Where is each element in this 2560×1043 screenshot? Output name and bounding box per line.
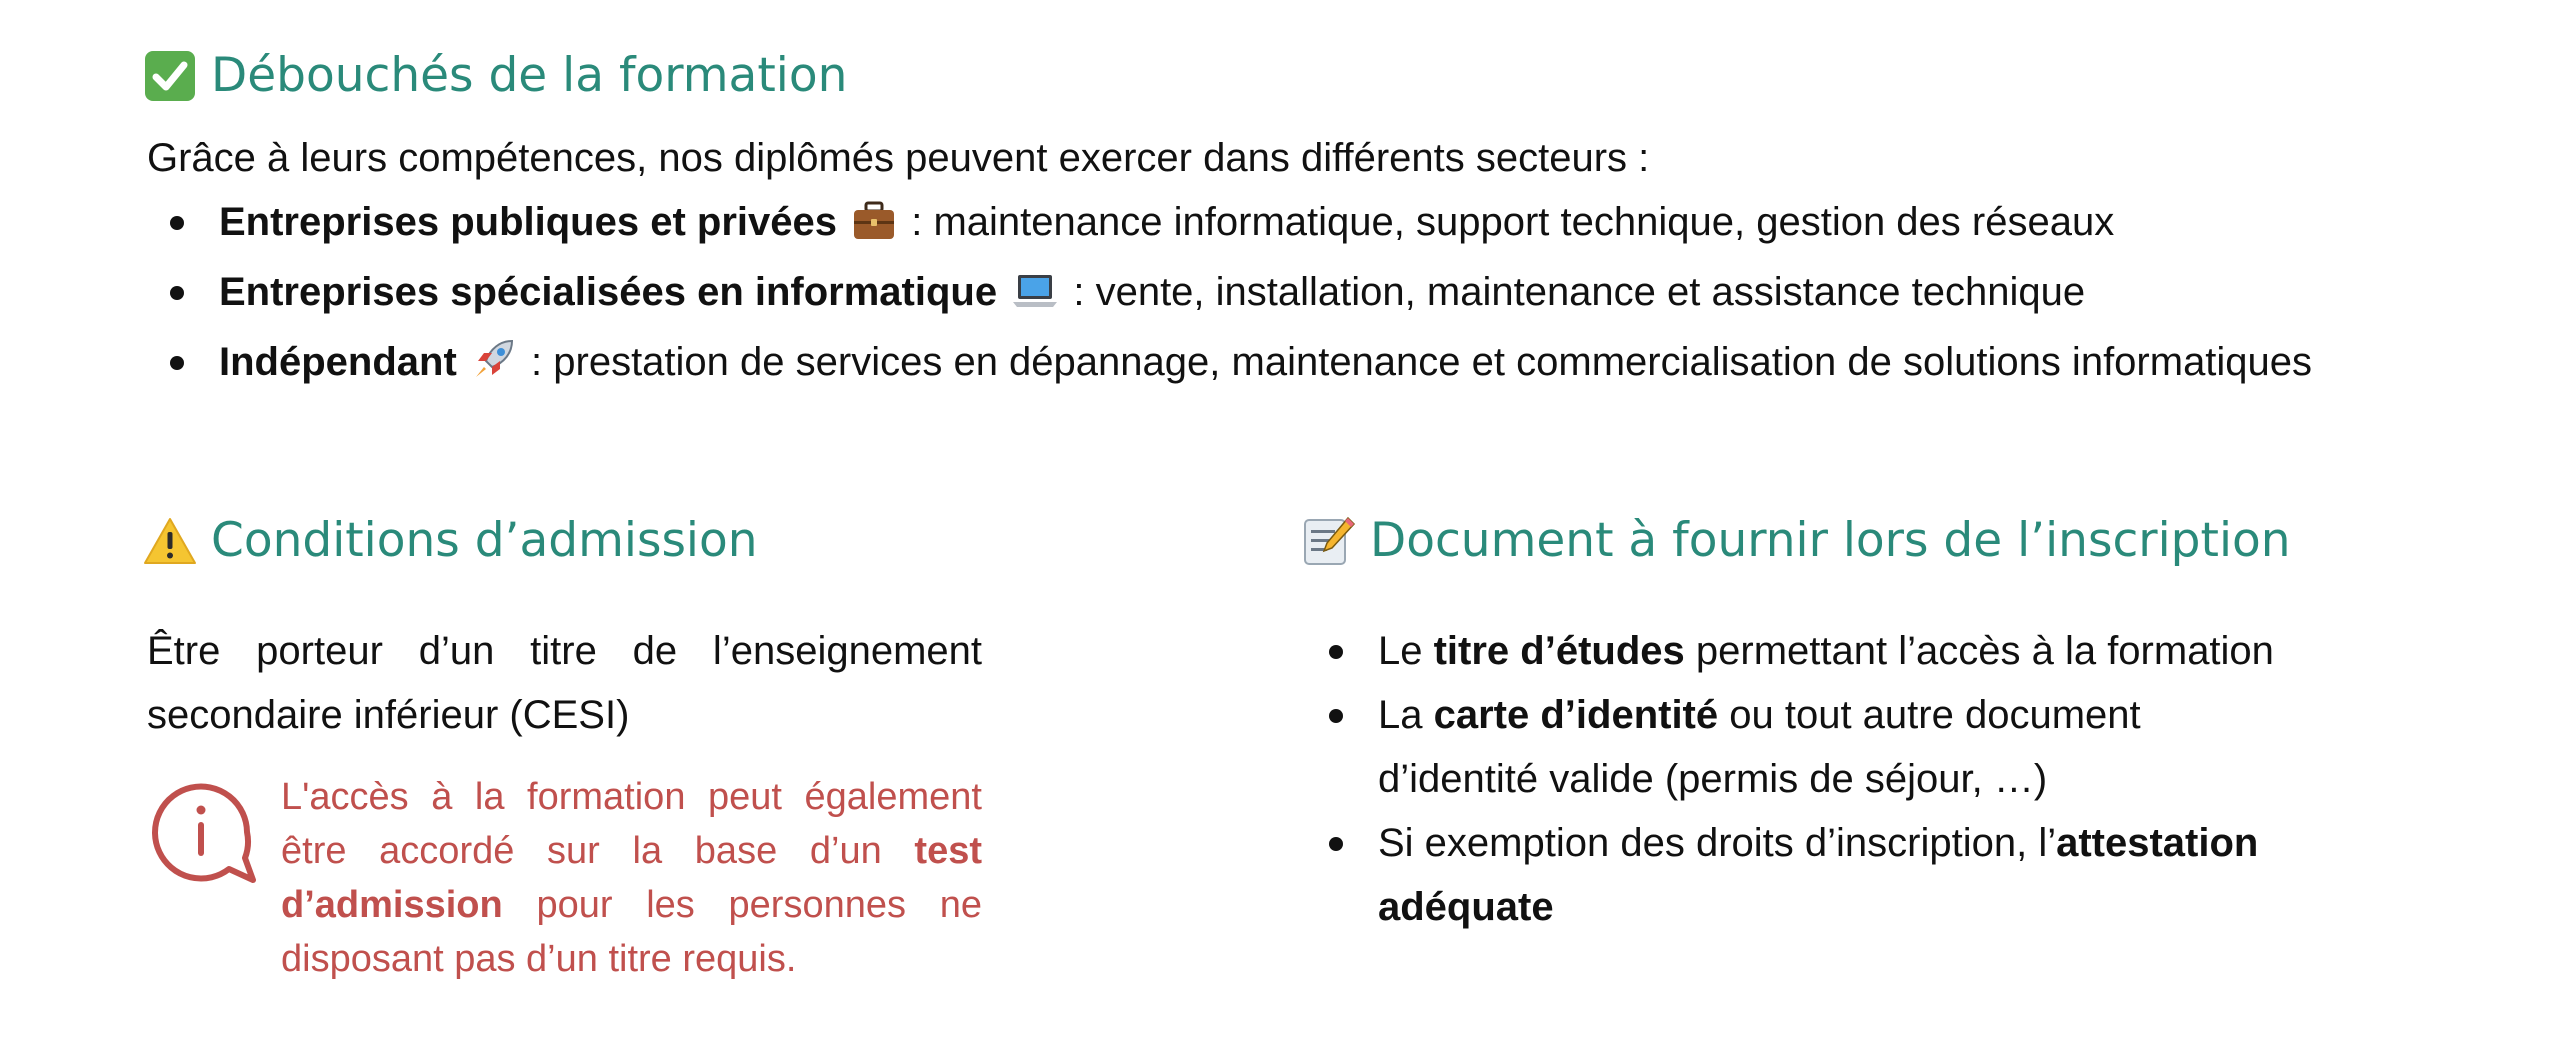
list-item-text-after: ou tout autre document d’identité valide (permis de séjour, …) (1378, 693, 2141, 801)
list-item-text: : vente, installation, maintenance et assistance technique (1073, 270, 2086, 314)
info-note-text-before: L'accès à la formation peut également être accordé sur la base d’un (281, 776, 982, 872)
list-item-label: Entreprises publiques et privées (219, 200, 837, 244)
list-item-text: : prestation de services en dépannage, maintenance et commercialisation de solutions informatiques (531, 340, 2313, 384)
info-note-text-after: pour les personnes ne disposant pas d’un titre requis. (281, 884, 982, 980)
admission-title: Conditions d’admission (211, 513, 758, 568)
laptop-icon (1012, 266, 1058, 330)
list-item-text-after: permettant l’accès à la formation (1684, 629, 2274, 673)
rocket-icon (472, 336, 516, 400)
list-item-text-bold: carte d’identité (1433, 693, 1719, 737)
debouches-intro: Grâce à leurs compétences, nos diplômés peuvent exercer dans différents secteurs : (147, 136, 1650, 180)
info-speech-bubble-icon (147, 776, 259, 893)
list-item (1306, 811, 2278, 939)
admission-text: Être porteur d’un titre de l’enseignement secondaire inférieur (CESI) (147, 629, 982, 737)
info-note-text (281, 770, 982, 986)
list-item-text: : maintenance informatique, support technique, gestion des réseaux (911, 200, 2115, 244)
list-item (147, 330, 2312, 400)
briefcase-icon (852, 196, 896, 260)
list-item-text-bold: attestation adéquate (1378, 821, 2259, 929)
list-item-text-before: La (1378, 693, 1434, 737)
list-item (1306, 619, 2278, 683)
list-item-text-bold: titre d’études (1433, 629, 1685, 673)
documents-title: Document à fournir lors de l’inscription (1370, 513, 2291, 568)
debouches-title: Débouchés de la formation (211, 48, 848, 103)
debouches-list (147, 190, 2312, 400)
info-note-text-bold: test d’admission (281, 830, 982, 926)
list-item-label: Entreprises spécialisées en informatique (219, 270, 998, 314)
documents-list (1306, 619, 2278, 939)
documents-heading (1302, 513, 2291, 568)
warning-icon (143, 516, 197, 566)
info-note (147, 770, 982, 986)
list-item-text-before: Le (1378, 629, 1434, 673)
list-item-text-before: Si exemption des droits d’inscription, l’ (1378, 821, 2057, 865)
list-item (147, 190, 2312, 260)
admission-heading (143, 513, 758, 568)
check-mark-icon (143, 49, 197, 103)
list-item (1306, 683, 2278, 811)
memo-icon (1302, 514, 1356, 568)
list-item-label: Indépendant (219, 340, 457, 384)
list-item (147, 260, 2312, 330)
debouches-heading (143, 48, 847, 103)
